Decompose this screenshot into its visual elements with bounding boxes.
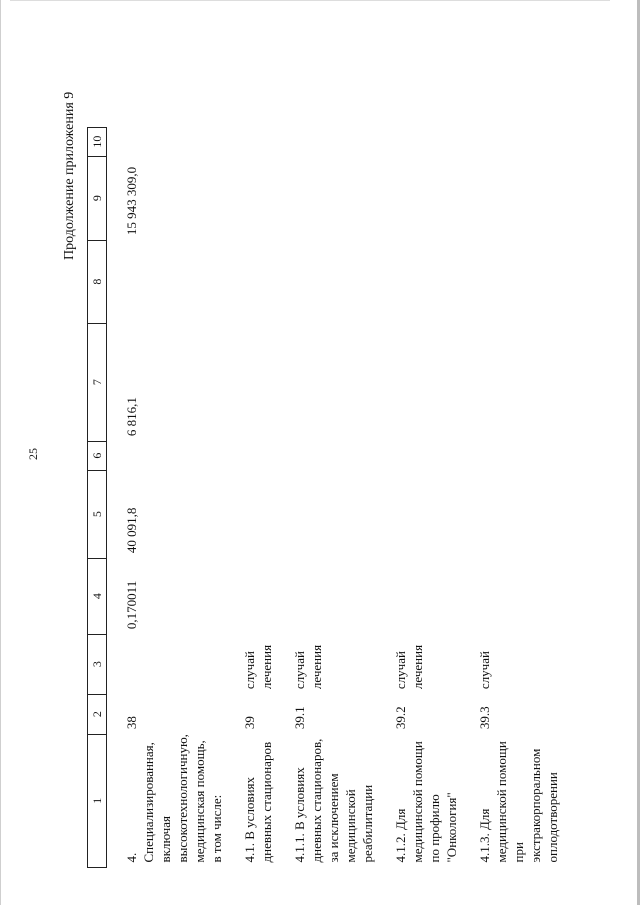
row-code: 39 [242,716,257,730]
row-value-col10 [460,127,561,156]
row-value-col9 [376,156,460,240]
row-value-col7 [275,323,376,441]
row-value-col7: 6 816,1 [124,397,139,437]
row-code: 39.1 [292,706,307,730]
row-value-col5 [460,470,561,558]
row-value-col10 [376,127,460,156]
row-unit: случай лечения [393,644,425,690]
rotated-page-content [0,85,640,905]
row-name: 4.1.2. Для медицинской помощи по профилю "Онкология" [393,741,459,863]
row-value-col6 [376,441,460,470]
row-name: 4.1.1. В условиях дневных стационаров, за исключением медицинской реабилитации [292,738,375,863]
column-header: 2 [88,694,107,734]
row-value-col7 [376,323,460,441]
row-value-col4 [225,558,275,634]
column-header: 7 [88,323,107,441]
row-value-col9 [225,156,275,240]
data-table [87,127,561,868]
row-code: 38 [124,716,139,730]
row-value-col9: 15 943 309,0 [124,166,139,236]
row-value-col4 [460,558,561,634]
row-name: 4.1. В условиях дневных стационаров [242,741,274,863]
column-header: 4 [88,558,107,634]
row-value-col8 [275,240,376,323]
row-value-col4: 0,170011 [124,580,139,630]
row-value-col8 [107,240,226,323]
row-value-col5: 40 091,8 [124,507,139,554]
row-value-col8 [460,240,561,323]
row-value-col6 [107,441,226,470]
appendix-continuation-note: Продолжение приложения 9 [62,91,77,260]
row-name: 4.1.3. Для медицинской помощи при экстракорпоральном оплодотворении [477,741,560,863]
row-value-col9 [460,156,561,240]
table-row [107,127,226,867]
table-row [225,127,275,867]
row-value-col7 [460,323,561,441]
column-header: 8 [88,240,107,323]
row-name: 4. Специализированная, включая высокотехнологичную, медицинская помощь, в том числе: [124,734,224,863]
column-header: 9 [88,156,107,240]
row-code: 39.3 [477,706,492,730]
row-value-col5 [275,470,376,558]
row-value-col9 [275,156,376,240]
row-unit: случай лечения [292,644,324,690]
row-unit: случай лечения [242,644,274,690]
table-row [376,127,460,867]
row-value-col8 [376,240,460,323]
table-header-row [88,127,107,867]
table-row [460,127,561,867]
row-value-col6 [225,441,275,470]
row-unit: случай [477,651,492,690]
row-value-col7 [225,323,275,441]
row-value-col5 [376,470,460,558]
page-number: 25 [26,448,40,460]
row-value-col4 [275,558,376,634]
row-code: 39.2 [393,706,408,730]
column-header: 10 [88,127,107,156]
column-header: 5 [88,470,107,558]
column-header: 3 [88,634,107,694]
row-value-col6 [460,441,561,470]
row-value-col10 [275,127,376,156]
row-value-col5 [225,470,275,558]
row-value-col8 [225,240,275,323]
row-value-col10 [107,127,226,156]
row-value-col4 [376,558,460,634]
column-header: 6 [88,441,107,470]
row-value-col10 [225,127,275,156]
row-value-col6 [275,441,376,470]
table-row [275,127,376,867]
column-header: 1 [88,734,107,867]
row-unit [107,634,226,694]
scan-edge-top [10,0,610,1]
